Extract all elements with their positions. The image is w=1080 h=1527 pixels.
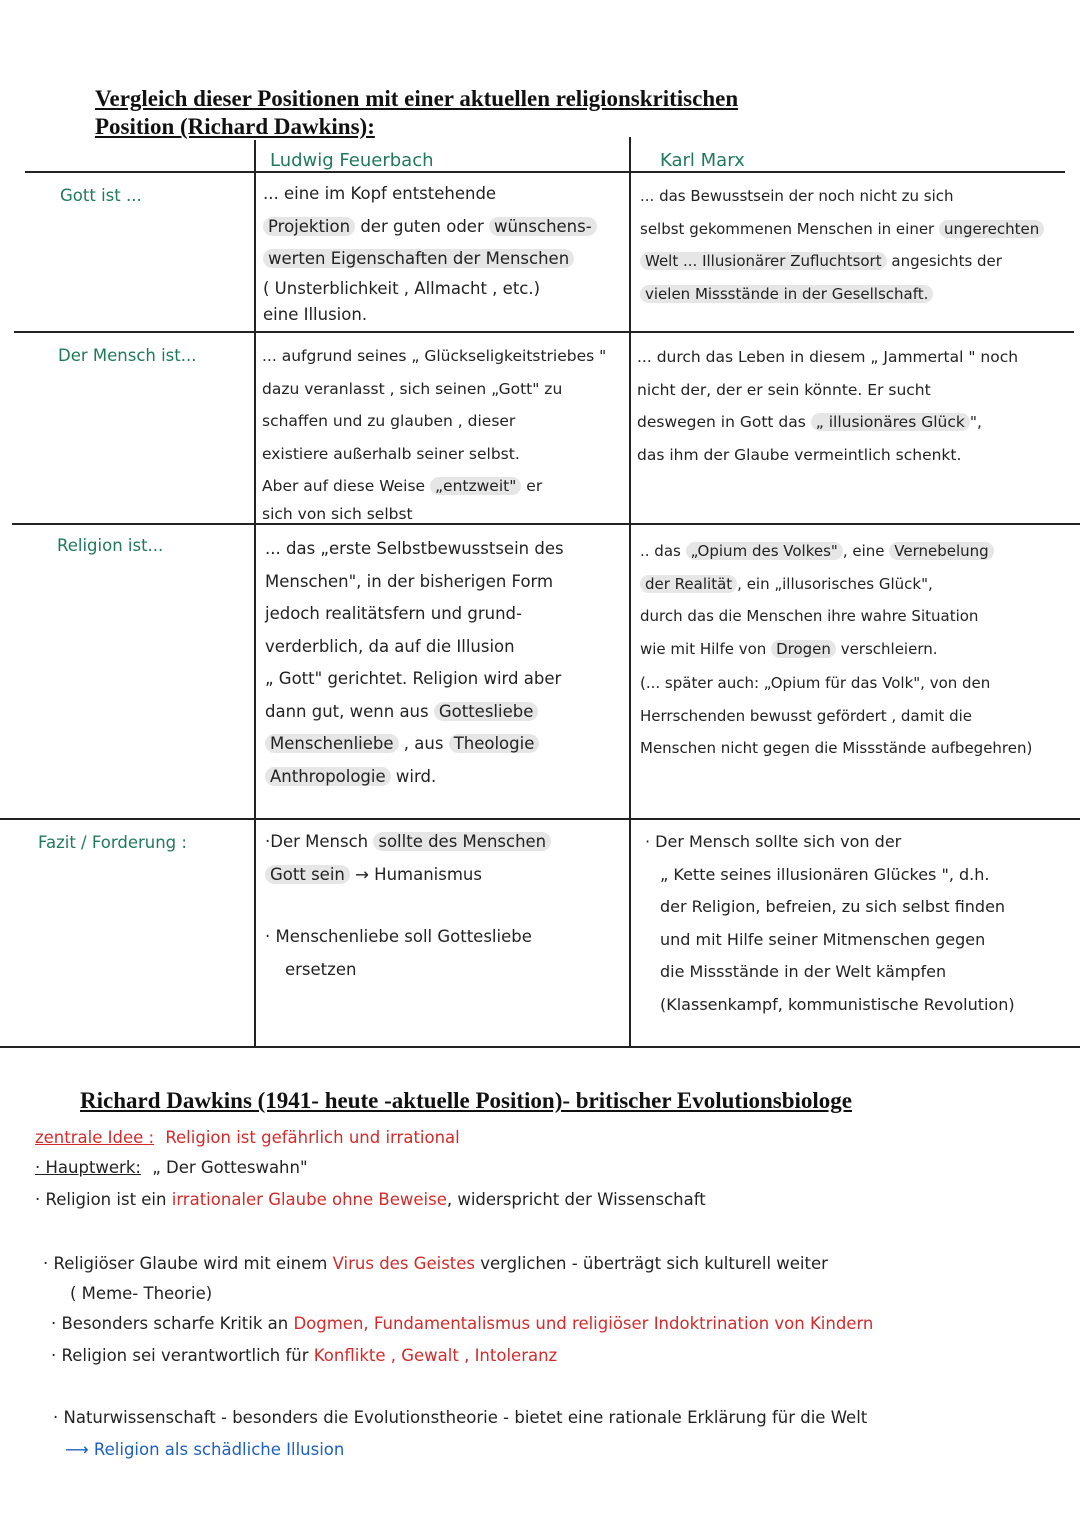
cell-mensch-feuerbach: ... aufgrund seines „ Glückseligkeitstriebes " dazu veranlasst , sich seinen „Gott" zu schaffen und zu glauben , dieser existiere außerhalb seiner selbst. Aber auf diese Weise „entzweit" er sich von sich selbst <box>262 347 607 522</box>
title-line-2: Position (Richard Dawkins): <box>95 114 375 139</box>
table-col-rule-1 <box>254 140 256 1047</box>
cell-fazit-feuerbach: ·Der Mensch sollte des Menschen Gott sein → Humanismus · Menschenliebe soll Gottesliebe ersetzen <box>265 826 629 986</box>
row-label-religion: Religion ist... <box>57 536 164 555</box>
table-bottom-rule <box>0 1046 1080 1048</box>
bullet-4: · Religion sei verantwortlich für Konflikte , Gewalt , Intoleranz <box>51 1346 558 1365</box>
table-row-rule-3 <box>0 818 1080 820</box>
cell-religion-feuerbach: ... das „erste Selbstbewusstsein des Menschen", in der bisherigen Form jedoch realitätsfern und grund- verderblich, da auf die Illusion „ Gott" gerichtet. Religion wird aber dann gut, wenn aus Gottesliebe Menschenliebe , aus Theologie Anthropologie wird. <box>265 539 564 786</box>
cell-religion-marx: .. das „Opium des Volkes" , eine Vernebelung der Realität , ein „illusorisches Glück", durch das die Menschen ihre wahre Situation wie mit Hilfe von Drogen verschleiern. (... später auch: „Opium für das Volk", von den Herrschenden bewusst gefördert , damit die Menschen nicht gegen die Missstände aufbegehren) <box>640 542 1033 757</box>
bullet-5: · Naturwissenschaft - besonders die Evolutionstheorie - bietet eine rationale Erklärung für die Welt <box>53 1408 868 1427</box>
bullet-2: · Religiöser Glaube wird mit einem Virus des Geistes verglichen - überträgt sich kulturell weiter <box>43 1254 828 1273</box>
row-label-fazit: Fazit / Forderung : <box>38 833 187 852</box>
header-marx: Karl Marx <box>660 150 745 171</box>
page-title <box>95 85 738 141</box>
table-row-rule-1 <box>14 331 1074 333</box>
cell-mensch-marx: ... durch das Leben in diesem „ Jammertal " noch nicht der, der er sein könnte. Er sucht deswegen in Gott das „ illusionäres Glück ", das ihm der Glaube vermeintlich schenkt. <box>637 348 1019 464</box>
hauptwerk-text: „ Der Gotteswahn" <box>152 1158 308 1177</box>
cell-gott-feuerbach: ... eine im Kopf entstehende Projektion der guten oder wünschens- werten Eigenschaften der Menschen ( Unsterblichkeit , Allmacht , etc.) eine Illusion. <box>263 178 625 328</box>
idee-label: zentrale Idee : <box>35 1128 155 1147</box>
table-col-rule-2 <box>629 137 631 1047</box>
dawkins-heading: Richard Dawkins (1941- heute -aktuelle Position)- britischer Evolutionsbiologe <box>80 1088 853 1113</box>
table-row-rule-2 <box>12 523 1080 525</box>
cell-fazit-marx: · Der Mensch sollte sich von der „ Kette seines illusionären Glückes ", d.h. der Religion, befreien, zu sich selbst finden und mit Hilfe seiner Mitmenschen gegen die Missstände in der Welt kämpfen (Klassenkampf, kommunistische Revolution) <box>645 832 1015 1014</box>
bullet-2-cont: ( Meme- Theorie) <box>70 1284 213 1303</box>
hauptwerk-label: · Hauptwerk: <box>35 1158 141 1177</box>
bullet-1: · Religion ist ein irrationaler Glaube ohne Beweise, widerspricht der Wissenschaft <box>35 1190 706 1209</box>
bullet-3: · Besonders scharfe Kritik an Dogmen, Fundamentalismus und religiöser Indoktrination von Kindern <box>51 1314 874 1333</box>
row-label-gott: Gott ist ... <box>60 186 142 205</box>
header-feuerbach: Ludwig Feuerbach <box>270 150 434 171</box>
idee-text: Religion ist gefährlich und irrational <box>165 1128 460 1147</box>
conclusion: ⟶ Religion als schädliche Illusion <box>65 1440 345 1459</box>
title-line-1: Vergleich dieser Positionen mit einer aktuellen religionskritischen <box>95 86 739 111</box>
cell-gott-marx: ... das Bewusstsein der noch nicht zu sich selbst gekommenen Menschen in einer ungerechten Welt ... Illusionärer Zufluchtsort angesichts der vielen Missstände in der Gesellschaft. <box>640 180 1080 310</box>
row-label-mensch: Der Mensch ist... <box>58 346 197 365</box>
table-header-rule <box>25 171 1065 173</box>
dawkins-notes <box>35 1122 1075 1466</box>
